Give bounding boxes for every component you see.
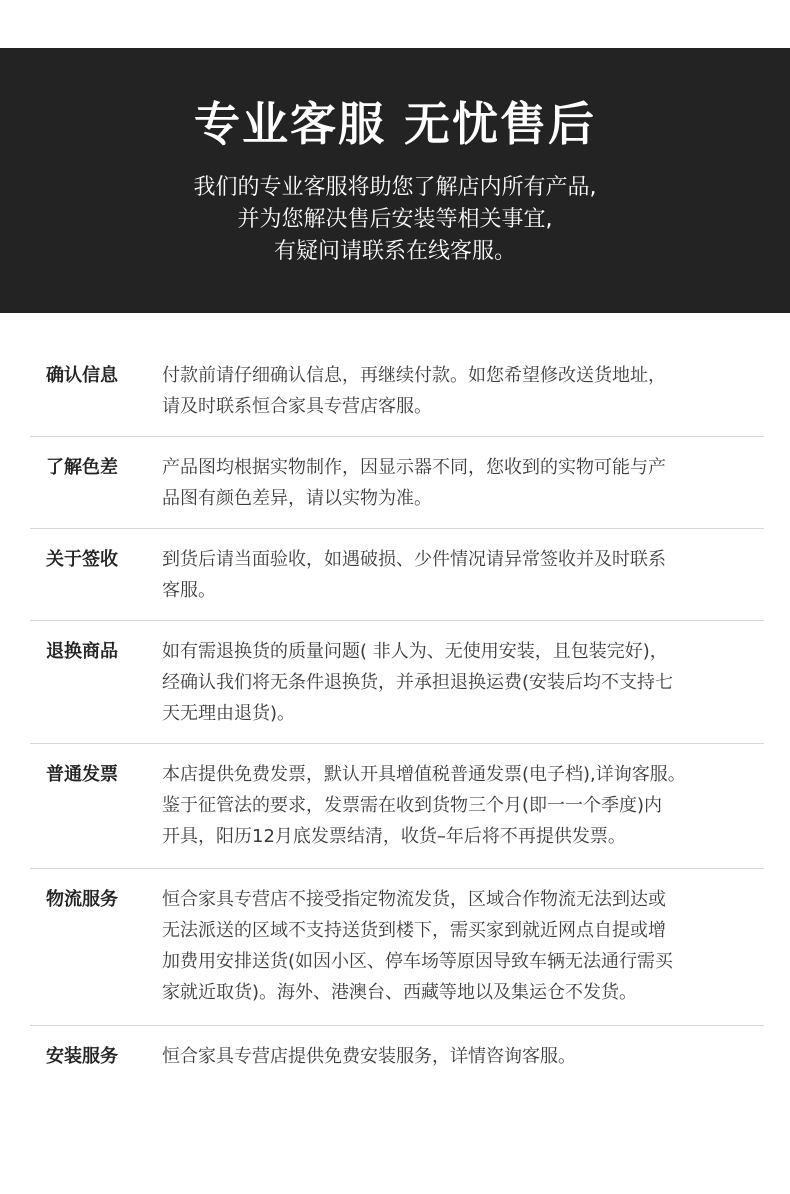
info-row-invoice [30, 744, 764, 869]
info-line: 加费用安排送货(如因小区、停车场等原因导致车辆无法通行需买 [162, 951, 674, 972]
info-text [146, 884, 764, 1025]
banner-desc-line: 有疑问请联系在线客服。 [273, 239, 516, 264]
info-text [146, 544, 764, 620]
info-line: 付款前请仔细确认信息，再继续付款。如您希望修改送货地址， [162, 365, 666, 386]
banner-desc-line: 并为您解决售后安装等相关事宜, [237, 207, 553, 232]
info-label: 关于签收 [46, 549, 118, 570]
info-line: 到货后请当面验收，如遇破损、少件情况请异常签收并及时联系 [162, 549, 666, 570]
info-text [146, 759, 764, 868]
info-label: 普通发票 [46, 764, 118, 785]
info-line: 品图有颜色差异，请以实物为准。 [162, 488, 432, 509]
info-text [146, 1041, 764, 1091]
info-label: 安装服务 [46, 1046, 118, 1067]
info-row-confirm [30, 345, 764, 437]
info-line: 如有需退换货的质量问题( 非人为、无使用安装，且包装完好)， [162, 641, 668, 662]
banner-title: 专业客服 无忧售后 [193, 97, 596, 151]
info-row-installation [30, 1026, 764, 1091]
info-line: 产品图均根据实物制作，因显示器不同，您收到的实物可能与产 [162, 457, 666, 478]
info-text [146, 360, 764, 436]
banner-desc-line: 我们的专业客服将助您了解店内所有产品, [193, 175, 597, 200]
info-text [146, 636, 764, 743]
after-sales-info-list [30, 345, 764, 1091]
info-line: 恒合家具专营店提供免费安装服务，详情咨询客服。 [162, 1046, 576, 1067]
info-line: 经确认我们将无条件退换货，并承担退换运费(安装后均不支持七 [162, 672, 674, 693]
info-row-logistics [30, 869, 764, 1026]
service-banner [0, 48, 790, 313]
info-row-return [30, 621, 764, 744]
info-line: 恒合家具专营店不接受指定物流发货，区域合作物流无法到达或 [162, 889, 666, 910]
info-line: 鉴于征管法的要求，发票需在收到货物三个月(即一一个季度)内 [162, 795, 663, 816]
info-row-receipt [30, 529, 764, 621]
banner-description [0, 172, 790, 268]
info-line: 家就近取货)。海外、港澳台、西藏等地以及集运仓不发货。 [162, 982, 638, 1003]
info-label: 物流服务 [46, 889, 118, 910]
info-line: 本店提供免费发票，默认开具增值税普通发票(电子档),详询客服。 [162, 764, 686, 785]
info-line: 客服。 [162, 580, 216, 601]
info-label: 了解色差 [46, 457, 118, 478]
info-label: 退换商品 [46, 641, 118, 662]
info-line: 天无理由退货)。 [162, 703, 296, 724]
info-text [146, 452, 764, 528]
info-row-color [30, 437, 764, 529]
info-line: 开具，阳历12月底发票结清，收货–年后将不再提供发票。 [162, 826, 626, 847]
info-line: 无法派送的区域不支持送货到楼下，需买家到就近网点自提或增 [162, 920, 666, 941]
info-label: 确认信息 [46, 365, 118, 386]
info-line: 请及时联系恒合家具专营店客服。 [162, 396, 432, 417]
